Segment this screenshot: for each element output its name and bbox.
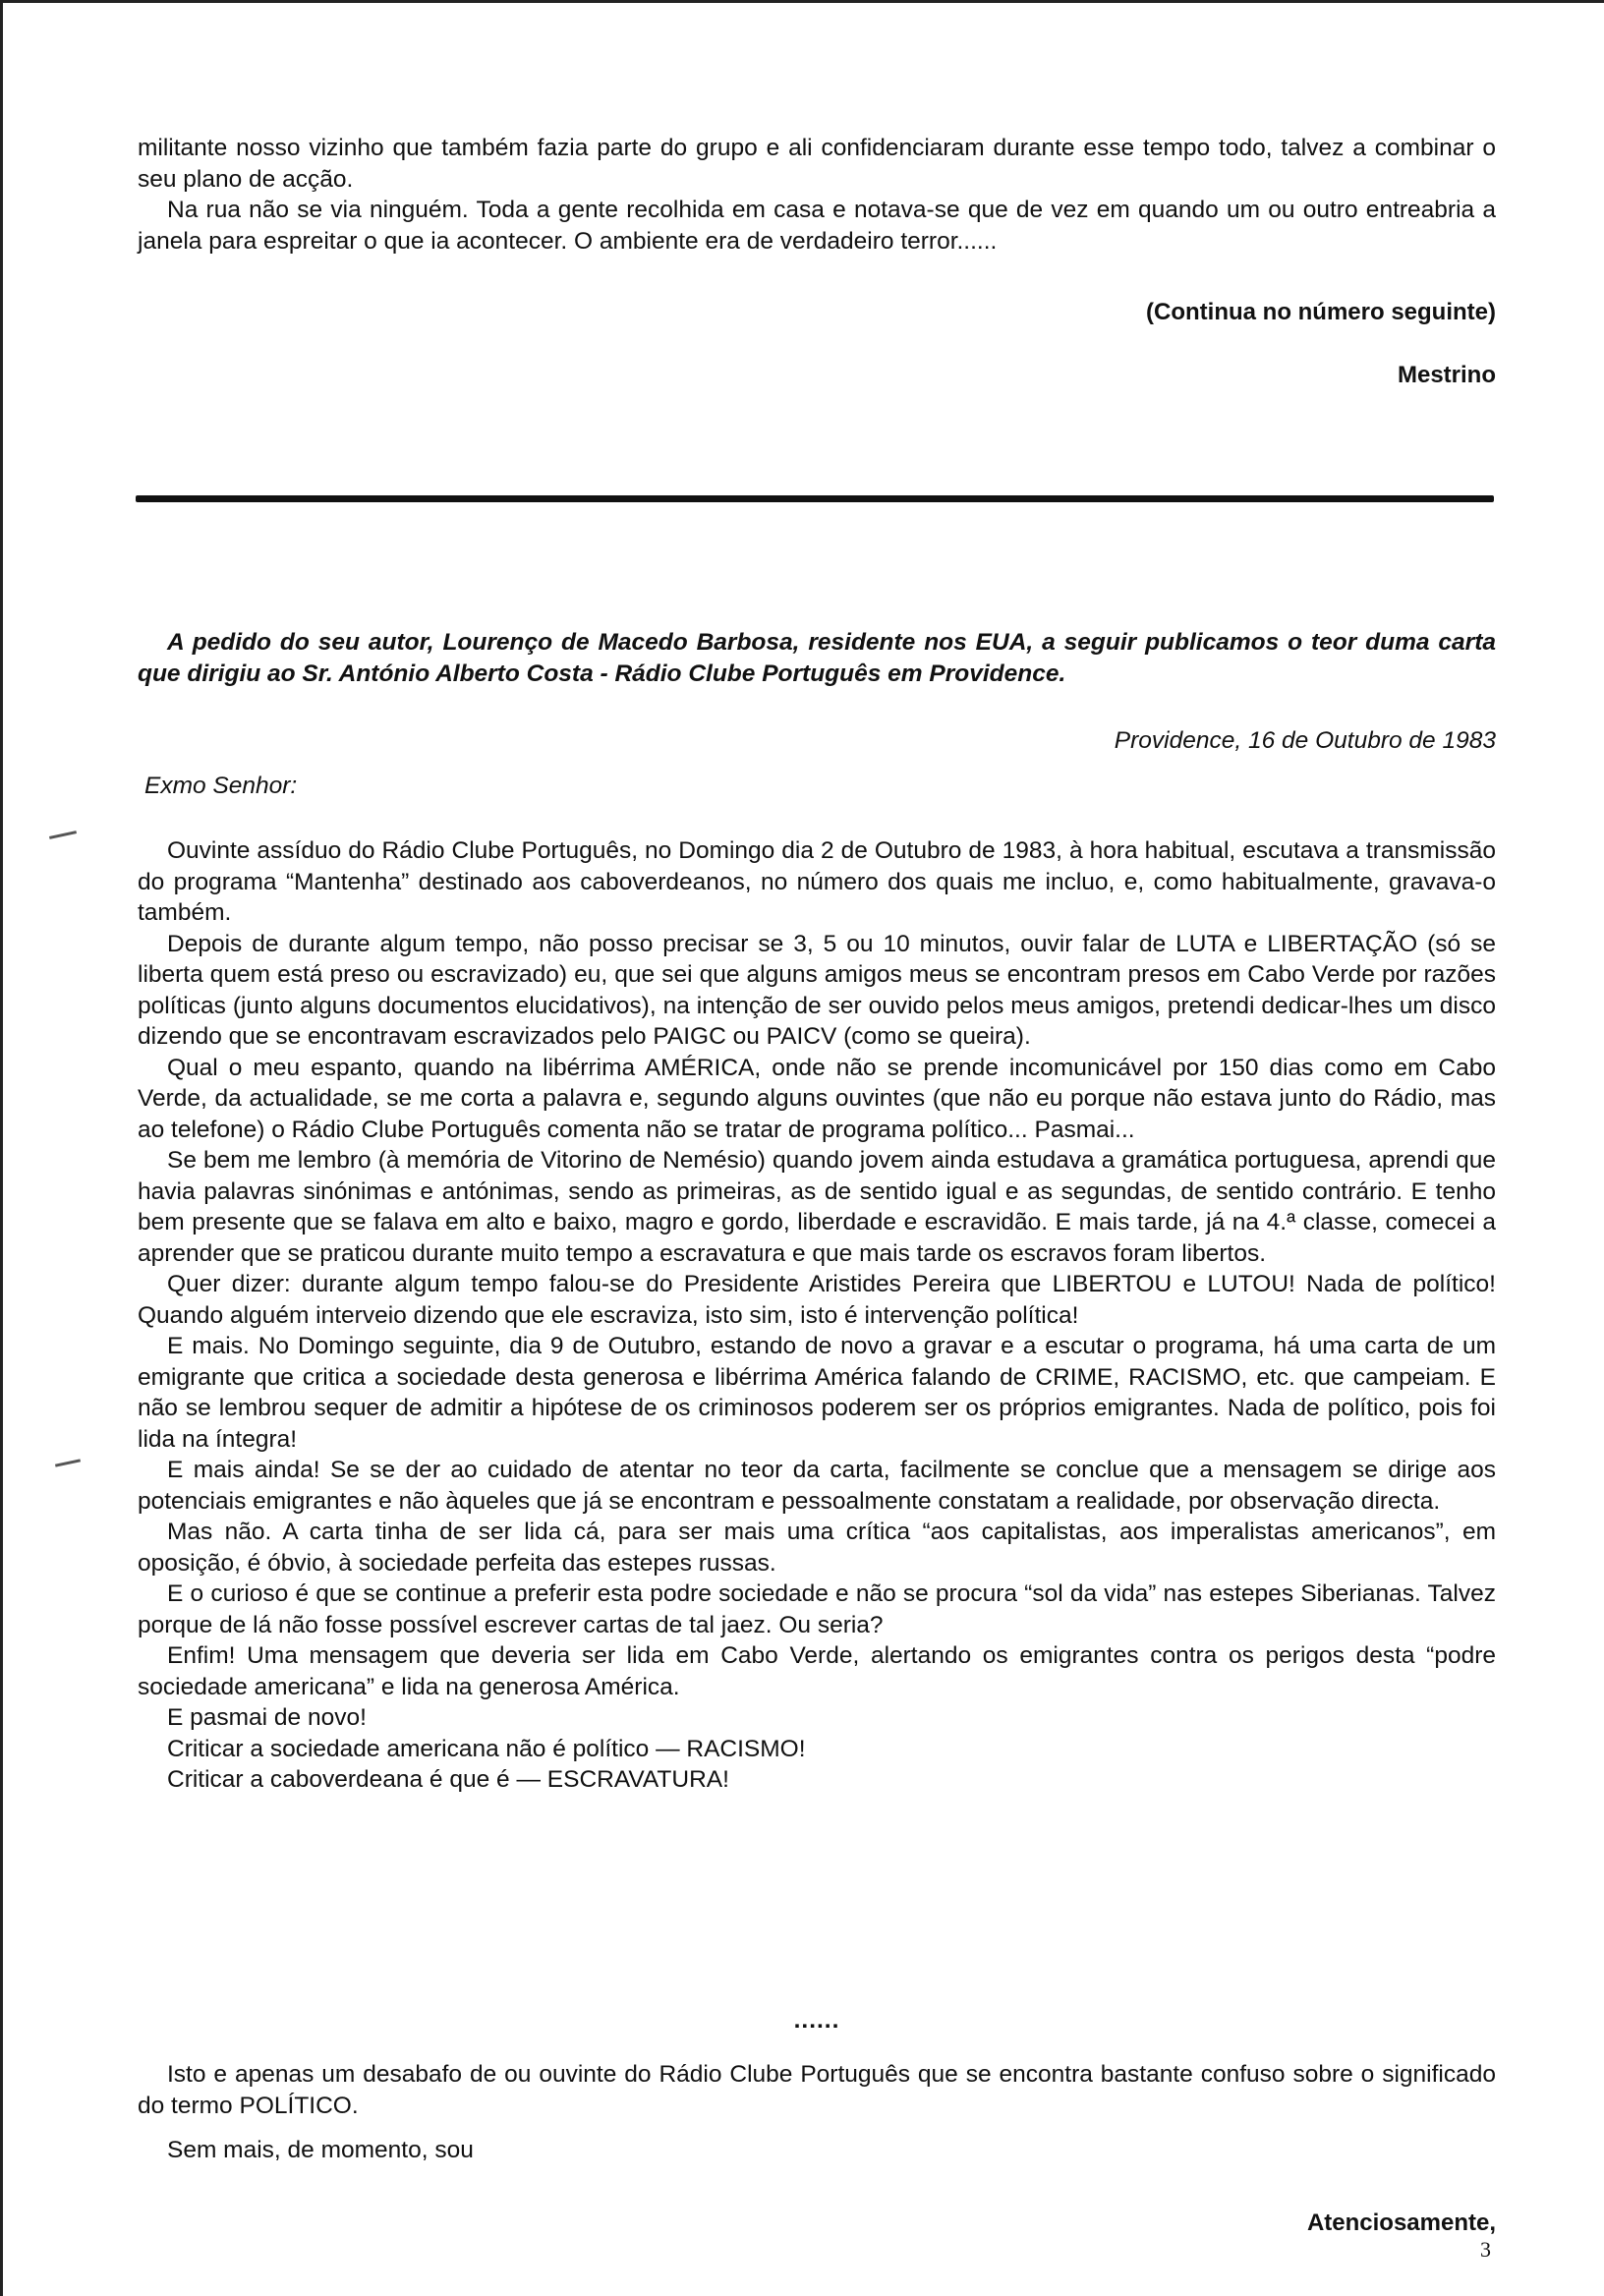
letter-signoff: Atenciosamente, [1306,2210,1496,2236]
letter-paragraph: E mais. No Domingo seguinte, dia 9 de Outubro, estando de novo a gravar e a escutar o programa, há uma carta de um emigrante que critica a sociedade desta generosa e libérrima América falando de CRIME, RACISMO, etc. que campeiam. E não se lembrou sequer de admitir a hipótese de os criminosos poderem ser os próprios emigrantes. Nada de político, pois foi lida na íntegra! [138,1333,1496,1453]
letter-paragraph: Depois de durante algum tempo, não posso precisar se 3, 5 ou 10 minutos, ouvir falar de LUTA e LIBERTAÇÃO (só se liberta quem está preso ou escravizado) eu, que sei que alguns amigos meus se encontram presos em Cabo Verde por razões políticas (junto alguns documentos elucidativos), na intenção de ser ouvido pelos meus amigos, pretendi dedicar-lhes um disco dizendo que se encontravam escravizados pelo PAIGC ou PAICV (como se queira). [138,930,1496,1050]
article-author: Mestrino [1397,362,1496,388]
letter-paragraph: E mais ainda! Se se der ao cuidado de atentar no teor da carta, facilmente se conclue que a mensagem se dirige aos potenciais emigrantes e não àqueles que já se encontram e pessoalmente constatam a realidade, por observação directa. [138,1457,1496,1515]
closing-paragraph: Sem mais, de momento, sou [167,2137,474,2163]
letter-paragraph: E o curioso é que se continue a preferir esta podre sociedade e não se procura “sol da vida” nas estepes Siberianas. Talvez porque de lá não fosse possível escrever cartas de tal jaez. Ou seria? [138,1580,1496,1638]
letter-paragraph: Enfim! Uma mensagem que deveria ser lida em Cabo Verde, alertando os emigrantes contra os perigos desta “podre sociedade americana” e lida na generosa América. [138,1642,1496,1700]
letter-paragraph: Criticar a sociedade americana não é político — RACISMO! [167,1735,806,1762]
letter-body [138,835,1496,1796]
closing-paragraph: Isto e apenas um desabafo de ou ouvinte do Rádio Clube Português que se encontra bastante confuso sobre o significado do termo POLÍTICO. [138,2061,1496,2119]
letter-paragraph: Se bem me lembro (à memória de Vitorino de Nemésio) quando jovem ainda estudava a gramática portuguesa, aprendi que havia palavras sinónimas e antónimas, sendo as primeiras, as de sentido igual e as segundas, de sentido contrário. E tenho bem presente que se falava em alto e baixo, magro e gordo, liberdade e escravidão. E mais tarde, já na 4.ª classe, comecei a aprender que se praticou durante muito tempo a escravatura e que mais tarde os escravos foram libertos. [138,1147,1496,1267]
letter-paragraph: Criticar a caboverdeana é que é — ESCRAVATURA! [167,1766,729,1793]
letter-intro: A pedido do seu autor, Lourenço de Macedo Barbosa, residente nos EUA, a seguir publicamos o teor duma carta que dirigiu ao Sr. António Alberto Costa - Rádio Clube Português em Providence. [138,629,1496,687]
letter-salutation: Exmo Senhor: [144,773,298,799]
letter-paragraph: Mas não. A carta tinha de ser lida cá, para ser mais uma crítica “aos capitalistas, aos imperalistas americanos”, em oposição, é óbvio, à sociedade perfeita das estepes russas. [138,1519,1496,1577]
letter-paragraph: Qual o meu espanto, quando na libérrima AMÉRICA, onde não se prende incomunicável por 150 dias como em Cabo Verde, da actualidade, se me corta a palavra e, segundo alguns ouvintes (que não eu porque não estava junto do Rádio, mas ao telefone) o Rádio Clube Português comenta não se tratar de programa político... Pasmai... [138,1054,1496,1143]
continued-note-block [138,297,1496,328]
section-divider [136,495,1494,502]
letter-paragraph: E pasmai de novo! [167,1704,367,1731]
letter-salutation-block [138,771,1496,802]
letter-closing [138,2059,1496,2166]
page-number: 3 [1480,2237,1491,2262]
letter-paragraph: Quer dizer: durante algum tempo falou-se do Presidente Aristides Pereira que LIBERTOU e LUTOU! Nada de político! Quando alguém interveio dizendo que ele escraviza, isto sim, isto é intervenção política! [138,1271,1496,1329]
letter-place-date: Providence, 16 de Outubro de 1983 [1114,727,1496,754]
separator-block [138,2005,1496,2037]
letter-intro-block [138,627,1496,689]
continuation-paragraph-2: Na rua não se via ninguém. Toda a gente recolhida em casa e notava-se que de vez em quando um ou outro entreabria a janela para espreitar o que ia acontecer. O ambiente era de verdadeiro terror...... [138,197,1496,255]
section-separator: ...... [793,2007,840,2034]
letter-date-block [138,725,1496,757]
signoff-block [138,2208,1496,2239]
author-block [138,360,1496,391]
letter-paragraph: Ouvinte assíduo do Rádio Clube Português, no Domingo dia 2 de Outubro de 1983, à hora habitual, escutava a transmissão do programa “Mantenha” destinado aos caboverdeanos, no número dos quais me incluo, e, como habitualmente, gravava-o também. [138,837,1496,926]
continued-note: (Continua no número seguinte) [1146,299,1496,325]
top-article-continuation [138,133,1496,257]
continuation-paragraph-1: militante nosso vizinho que também fazia parte do grupo e ali confidenciaram durante esse tempo todo, talvez a combinar o seu plano de acção. [138,135,1496,193]
